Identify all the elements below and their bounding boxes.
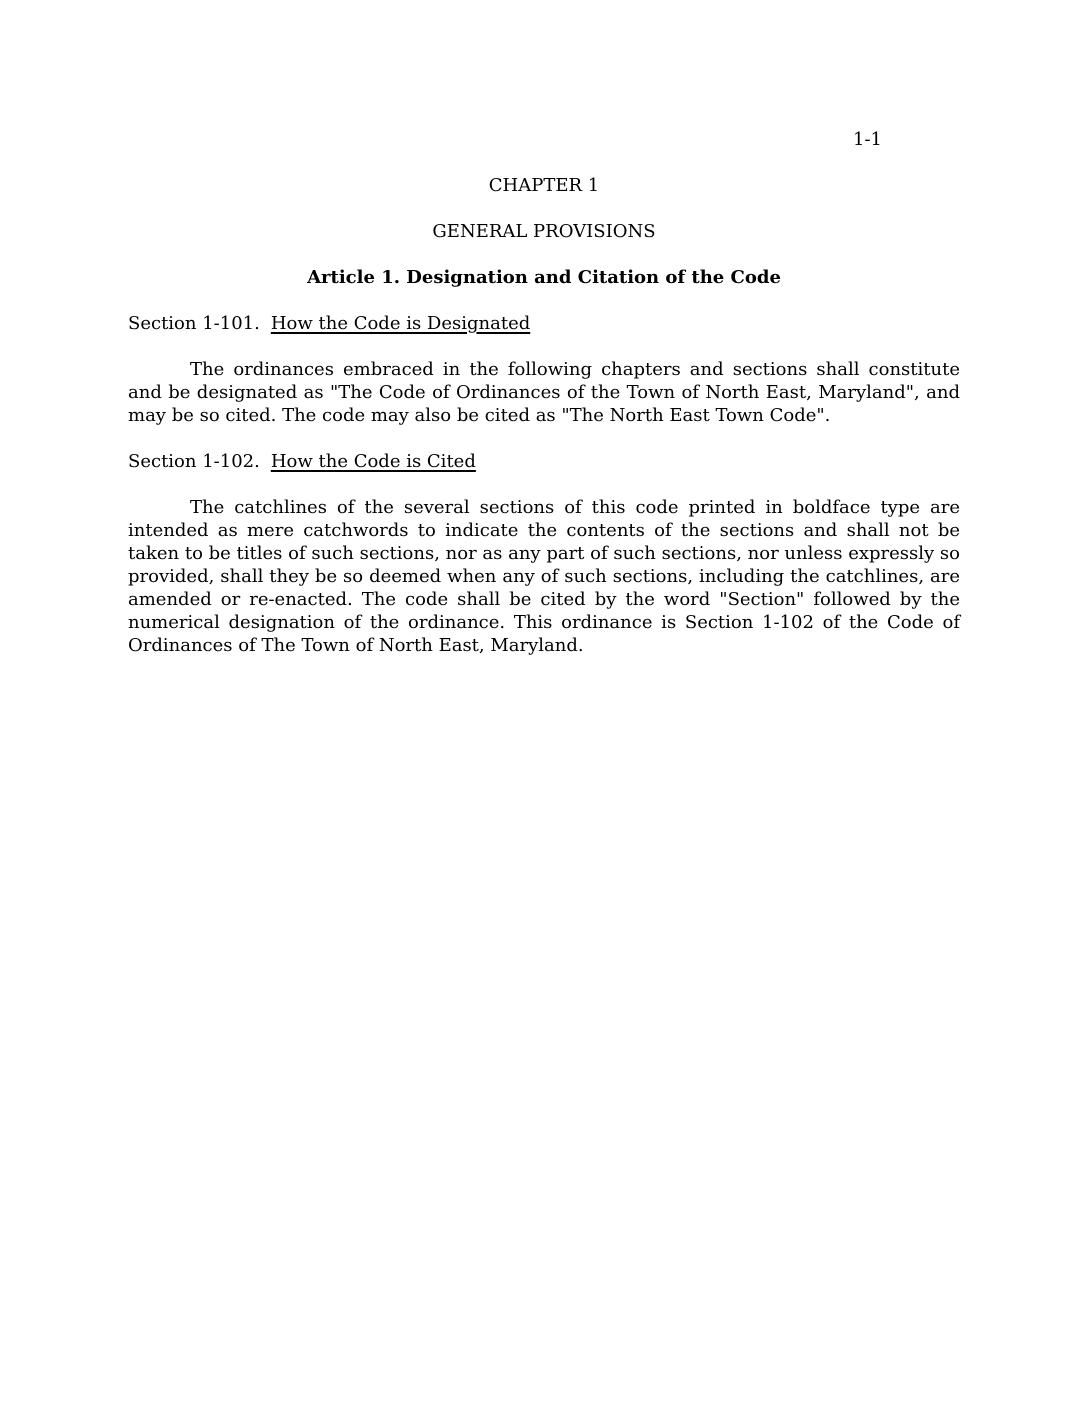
chapter-heading: CHAPTER 1 [488, 175, 600, 196]
section-body-1-101: The ordinances embraced in the following chapters and sections shall constitute and be designated as "The Code of Ordinances of the Town of North East, Maryland", and may be so cited. The code may also be cited as "The North East Town Code". [128, 359, 960, 426]
section-label: Section 1-101. [128, 313, 260, 334]
page-number: 1-1 [853, 129, 882, 150]
section-label: Section 1-102. [128, 451, 260, 472]
section-title: How the Code is Designated [270, 313, 531, 334]
section-body-1-102: The catchlines of the several sections of this code printed in boldface type are intended as mere catchwords to indicate the contents of the sections and shall not be taken to be titles of such sections, nor as any part of such sections, nor unless expressly so provided, shall they be so deemed when any of such sections, including the catchlines, are amended or re-enacted. The code shall be cited by the word "Section" followed by the numerical designation of the ordinance. This ordinance is Section 1-102 of the Code of Ordinances of The Town of North East, Maryland. [128, 497, 960, 656]
section-heading-1-102 [128, 450, 960, 473]
chapter-subtitle: GENERAL PROVISIONS [432, 221, 656, 242]
section-heading-1-101 [128, 312, 960, 335]
article-heading: Article 1. Designation and Citation of the Code [307, 267, 781, 288]
section-title: How the Code is Cited [270, 451, 476, 472]
